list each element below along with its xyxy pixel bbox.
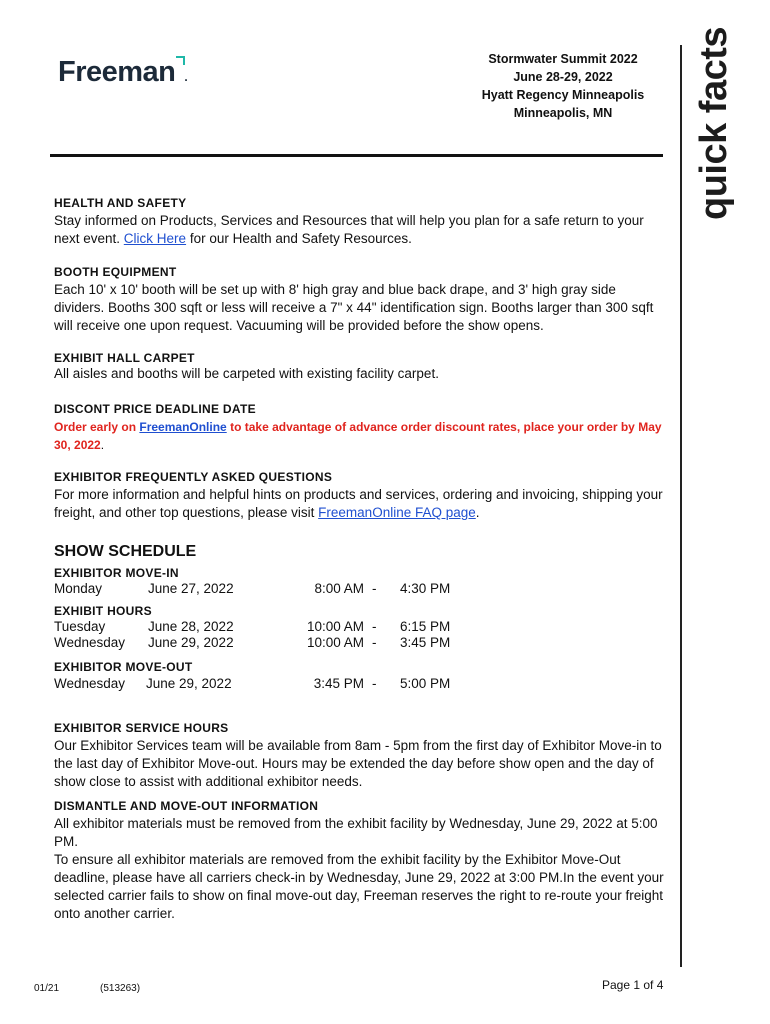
discount-section bbox=[54, 402, 664, 454]
schedule-end: 3:45 PM bbox=[400, 635, 451, 650]
dismantle-text-2: To ensure all exhibitor materials are removed from the exhibit facility by the Exhibitor Move-Out deadline, please have all carriers check-in by Wednesday, June 29, 2022 at 3:00 PM.In the event your selected carrier fails to show on final move-out day, Freeman reserves the right to re-route your freight onto another carrier. bbox=[54, 852, 664, 921]
schedule-day: Monday bbox=[54, 581, 103, 596]
schedule-date: June 29, 2022 bbox=[146, 676, 232, 691]
schedule-end: 5:00 PM bbox=[400, 676, 451, 691]
schedule-dash: - bbox=[372, 635, 377, 650]
page-number: Page 1 of 4 bbox=[602, 978, 664, 992]
schedule-day: Tuesday bbox=[54, 619, 106, 634]
schedule-title: SHOW SCHEDULE bbox=[54, 543, 197, 560]
schedule-start: 8:00 AM bbox=[314, 581, 364, 596]
faq-heading: EXHIBITOR FREQUENTLY ASKED QUESTIONS bbox=[54, 470, 333, 484]
booth-section bbox=[54, 265, 664, 335]
vertical-divider bbox=[680, 45, 682, 967]
dismantle-section bbox=[54, 799, 664, 923]
carpet-text: All aisles and booths will be carpeted with existing facility carpet. bbox=[54, 366, 439, 381]
schedule-day: Wednesday bbox=[54, 676, 126, 691]
schedule-row bbox=[54, 581, 514, 597]
dismantle-text-1: All exhibitor materials must be removed from the exhibit facility by Wednesday, June 29, 2022 at 5:00 PM. bbox=[54, 816, 658, 849]
schedule-group-heading: EXHIBIT HOURS bbox=[54, 604, 152, 618]
booth-text: Each 10' x 10' booth will be set up with 8' high gray and blue back drape, and 3' high gray side dividers. Booths 300 sqft or less will receive a 7" x 44" identification sign. Booths larger than 300 sqft will receive one upon request. Vacuuming will be provided before the show opens. bbox=[54, 282, 654, 333]
logo-corner-mark bbox=[176, 56, 185, 65]
schedule-dash: - bbox=[372, 619, 377, 634]
schedule-dash: - bbox=[372, 676, 377, 691]
carpet-section bbox=[54, 351, 664, 383]
schedule-start: 10:00 AM bbox=[306, 635, 364, 650]
footer-doc-code: (513263) bbox=[100, 983, 141, 994]
side-title: quick facts bbox=[693, 26, 735, 220]
health-text: Stay informed on Products, Services and Resources that will help you plan for a safe return to your next event. Click Here for our Health and Safety Resources. bbox=[54, 213, 644, 246]
schedule-start: 3:45 PM bbox=[313, 676, 364, 691]
event-venue: Hyatt Regency Minneapolis bbox=[481, 88, 645, 102]
schedule-group-heading: EXHIBITOR MOVE-OUT bbox=[54, 660, 193, 674]
carpet-heading: EXHIBIT HALL CARPET bbox=[54, 351, 195, 365]
schedule-end: 4:30 PM bbox=[400, 581, 451, 596]
discount-text: Order early on FreemanOnline to take advantage of advance order discount rates, place your order by May 30, 2022. bbox=[54, 420, 662, 452]
service-heading: EXHIBITOR SERVICE HOURS bbox=[54, 721, 229, 735]
schedule-end: 6:15 PM bbox=[400, 619, 451, 634]
logo-dot: . bbox=[184, 70, 188, 84]
dismantle-heading: DISMANTLE AND MOVE-OUT INFORMATION bbox=[54, 799, 319, 813]
service-text: Our Exhibitor Services team will be available from 8am - 5pm from the first day of Exhibitor Move-in to the last day of Exhibitor Move-out. Hours may be extended the day before show open and the day of show close to assist with additional exhibitor needs. bbox=[54, 738, 662, 789]
faq-section bbox=[54, 470, 664, 522]
event-header bbox=[440, 50, 686, 122]
service-section bbox=[54, 721, 664, 791]
schedule-row bbox=[54, 635, 514, 651]
health-section bbox=[54, 196, 664, 248]
schedule-day: Wednesday bbox=[54, 635, 126, 650]
faq-link[interactable]: FreemanOnline FAQ page bbox=[318, 505, 476, 520]
schedule-title-block bbox=[54, 543, 664, 561]
health-link[interactable]: Click Here bbox=[123, 231, 187, 246]
footer-date-code: 01/21 bbox=[34, 983, 60, 994]
schedule-row bbox=[54, 619, 514, 635]
schedule-group-heading: EXHIBITOR MOVE-IN bbox=[54, 566, 179, 580]
freemanonline-link[interactable]: FreemanOnline bbox=[139, 420, 227, 434]
header-divider bbox=[50, 154, 663, 157]
discount-heading: DISCONT PRICE DEADLINE DATE bbox=[54, 402, 256, 416]
schedule-date: June 28, 2022 bbox=[148, 619, 234, 634]
event-dates: June 28-29, 2022 bbox=[513, 70, 613, 84]
schedule-date: June 27, 2022 bbox=[148, 581, 234, 596]
logo-text: Freeman bbox=[58, 56, 176, 88]
schedule-start: 10:00 AM bbox=[306, 619, 364, 634]
health-heading: HEALTH AND SAFETY bbox=[54, 196, 187, 210]
event-city: Minneapolis, MN bbox=[513, 106, 613, 120]
event-title: Stormwater Summit 2022 bbox=[488, 52, 638, 66]
booth-heading: BOOTH EQUIPMENT bbox=[54, 265, 177, 279]
schedule-row bbox=[54, 676, 514, 692]
schedule-dash: - bbox=[372, 581, 377, 596]
freeman-logo bbox=[58, 56, 187, 89]
schedule-date: June 29, 2022 bbox=[148, 635, 234, 650]
faq-text: For more information and helpful hints on products and services, ordering and invoicing, shipping your freight, and other top questions, please visit FreemanOnline FAQ page. bbox=[54, 487, 663, 520]
